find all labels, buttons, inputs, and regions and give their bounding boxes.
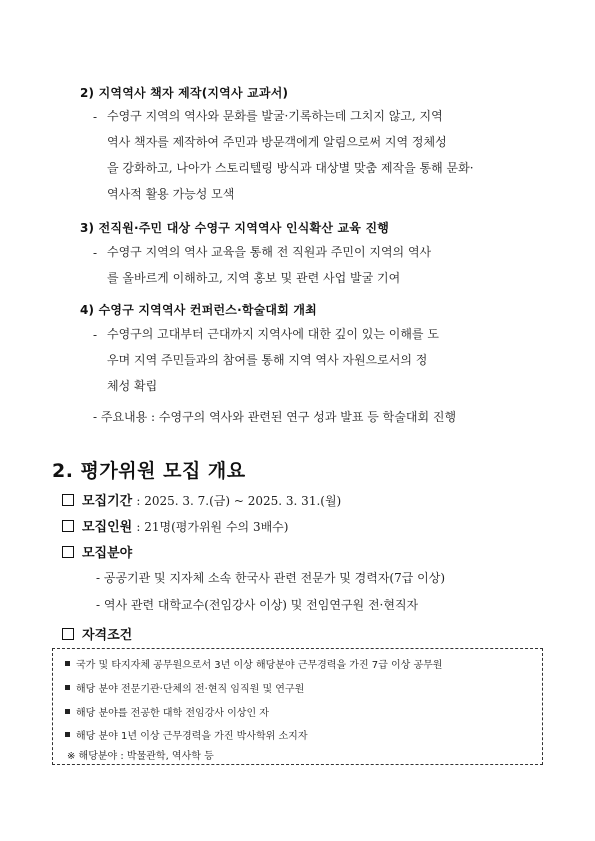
qual-note: ※ 해당분야 : 박물관학, 역사학 등 [67, 751, 214, 762]
square-bullet-icon [65, 709, 70, 714]
square-bullet-icon [65, 732, 70, 737]
body-line: 수영구 지역의 역사 교육을 통해 전 직원과 주민이 지역의 역사 [107, 245, 432, 259]
checkbox-square-icon [62, 628, 74, 640]
section-3-body [107, 239, 543, 291]
qualification-box [52, 648, 543, 765]
square-bullet-icon [65, 661, 70, 666]
field-item [62, 542, 132, 561]
checkbox-square-icon [62, 494, 74, 506]
field-entry: - 공공기관 및 지자체 소속 한국사 관련 전문가 및 경력자(7급 이상) [96, 571, 445, 585]
body-line: 수영구의 고대부터 근대까지 지역사에 대한 깊이 있는 이해를 도 [107, 327, 439, 341]
section-2-body [107, 103, 543, 207]
body-line: 을 강화하고, 나아가 스토리텔링 방식과 대상별 맞춤 제작을 통해 문화· [107, 161, 474, 175]
qual-entry [65, 680, 304, 695]
qual-text: 국가 및 타지자체 공무원으로서 3년 이상 해당분야 근무경력을 가진 7급 이상 공무원 [76, 660, 443, 671]
qual-label: 자격조건 [82, 628, 133, 643]
square-bullet-icon [65, 685, 70, 690]
period-item [62, 490, 341, 509]
dash-marker: - [93, 328, 98, 342]
checkbox-square-icon [62, 546, 74, 558]
section-4-body [107, 321, 543, 399]
qual-entry [65, 656, 442, 671]
period-label: 모집기간 [82, 494, 133, 509]
body-line: 역사 책자를 제작하여 주민과 방문객에게 알림으로써 지역 정체성 [107, 135, 447, 149]
qual-entry [65, 727, 307, 742]
count-item [62, 516, 288, 535]
count-label: 모집인원 [82, 520, 133, 535]
section-heading-4: 4) 수영구 지역역사 컨퍼런스·학술대회 개최 [80, 303, 317, 317]
section-heading-2: 2) 지역역사 책자 제작(지역사 교과서) [80, 86, 289, 100]
recruit-title: 2. 평가위원 모집 개요 [52, 460, 246, 482]
qual-text: 해당 분야 1년 이상 근무경력을 가진 박사학위 소지자 [76, 731, 308, 742]
period-value: : 2025. 3. 7.(금) ~ 2025. 3. 31.(월) [136, 494, 342, 508]
qual-entry [65, 704, 269, 719]
qual-item [62, 624, 132, 643]
field-entry: - 역사 관련 대학교수(전임강사 이상) 및 전임연구원 전·현직자 [96, 598, 419, 612]
main-content-line: - 주요내용 : 수영구의 역사와 관련된 연구 성과 발표 등 학술대회 진행 [93, 410, 457, 424]
checkbox-square-icon [62, 520, 74, 532]
qual-text: 해당 분야를 전공한 대학 전임강사 이상인 자 [76, 708, 269, 719]
body-line: 를 올바르게 이해하고, 지역 홍보 및 관련 사업 발굴 기여 [107, 271, 401, 285]
dash-marker: - [93, 110, 98, 124]
body-line: 역사적 활용 가능성 모색 [107, 187, 235, 201]
section-heading-3: 3) 전직원·주민 대상 수영구 지역역사 인식확산 교육 진행 [80, 221, 390, 235]
body-line: 수영구 지역의 역사와 문화를 발굴·기록하는데 그치지 않고, 지역 [107, 109, 443, 123]
count-value: : 21명(평가위원 수의 3배수) [136, 520, 289, 534]
qual-text: 해당 분야 전문기관·단체의 전·현직 임직원 및 연구원 [76, 684, 305, 695]
body-line: 체성 확립 [107, 379, 158, 393]
body-line: 우며 지역 주민들과의 참여를 통해 지역 역사 자원으로서의 정 [107, 353, 428, 367]
field-label: 모집분야 [82, 546, 133, 561]
dash-marker: - [93, 246, 98, 260]
